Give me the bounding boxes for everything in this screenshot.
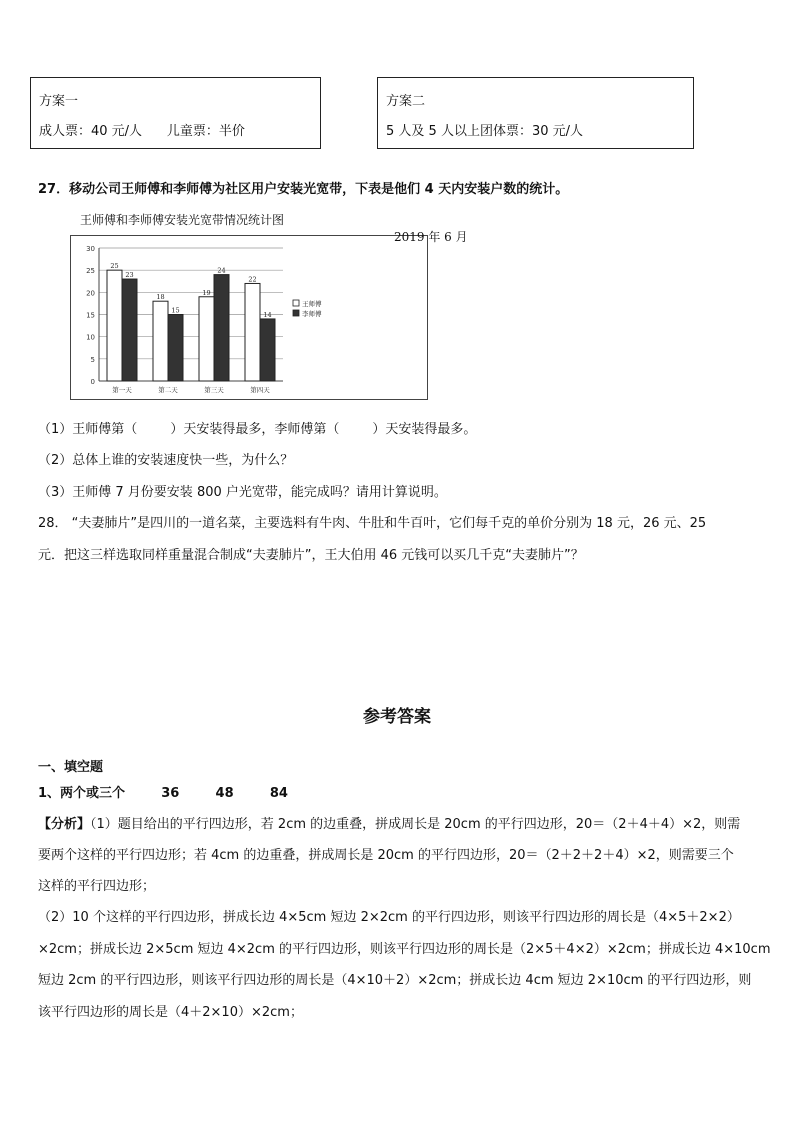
legend-label: 李师傅 — [302, 310, 322, 318]
x-tick-label: 第二天 — [158, 386, 178, 394]
analysis-label: 【分析】 — [38, 817, 91, 832]
chart-date: 2019 年 6 月 — [394, 230, 468, 244]
plan2-content: 5 人及 5 人以上团体票：30 元/人 — [386, 124, 583, 139]
analysis-p1-line3: 这样的平行四边形； — [38, 879, 156, 894]
bar-wang — [153, 301, 168, 381]
analysis-p1-line1 — [38, 813, 740, 832]
y-tick-label: 10 — [86, 333, 95, 342]
x-tick-label: 第一天 — [112, 386, 132, 394]
analysis-p1-line1-text: （1）题目给出的平行四边形，若 2cm 的边重叠，拼成周长是 20cm 的平行四边形，20＝（2＋4＋4）×2，则需 — [90, 817, 741, 832]
y-tick-label: 30 — [86, 245, 95, 253]
q27-sub1: （1）王师傅第（ ）天安装得最多，李师傅第（ ）天安装得最多。 — [38, 422, 477, 437]
q28-line1: 28． “夫妻肺片”是四川的一道名菜，主要选料有牛肉、牛肚和牛百叶，它们每千克的单价分别为 18 元，26 元、25 — [38, 516, 707, 531]
bar-wang — [199, 297, 214, 381]
bar-wang — [245, 283, 260, 381]
analysis-p2-line4: 该平行四边形的周长是（4＋2×10）×2cm； — [38, 1005, 303, 1020]
y-tick-label: 20 — [86, 289, 95, 298]
q28-line2: 元．把这三样选取同样重量混合制成“夫妻肺片”，王大伯用 46 元钱可以买几千克“夫妻肺片”？ — [38, 548, 584, 563]
q27-sub3: （3）王师傅 7 月份要安装 800 户光宽带，能完成吗？请用计算说明。 — [38, 485, 447, 500]
data-label: 19 — [202, 288, 211, 297]
plan2-box — [377, 77, 694, 149]
legend-label: 王师傅 — [302, 300, 322, 308]
analysis-p2-line3: 短边 2cm 的平行四边形，则该平行四边形的周长是（4×10＋2）×2cm；拼成长边 4cm 短边 2×10cm 的平行四边形，则 — [38, 973, 752, 988]
data-label: 23 — [125, 271, 134, 280]
y-tick-label: 5 — [90, 355, 95, 364]
answers-title: 参考答案 — [363, 707, 431, 727]
plan1-title: 方案一 — [39, 94, 79, 109]
y-tick-label: 0 — [90, 378, 95, 386]
analysis-p1-line2: 要两个这样的平行四边形；若 4cm 的边重叠，拼成周长是 20cm 的平行四边形，20＝（2＋2＋2＋4）×2，则需要三个 — [38, 848, 734, 863]
data-label: 24 — [217, 266, 226, 275]
bar-chart — [70, 205, 430, 400]
answer-1: 1、两个或三个 36 48 84 — [38, 786, 288, 801]
data-label: 18 — [156, 293, 165, 302]
data-label: 14 — [263, 310, 272, 319]
x-tick-label: 第四天 — [250, 386, 270, 394]
bar-wang — [107, 270, 122, 381]
bar-li — [168, 315, 183, 382]
legend-swatch — [293, 310, 299, 316]
q27-intro: 27．移动公司王师傅和李师傅为社区用户安装光宽带，下表是他们 4 天内安装户数的统计。 — [38, 182, 569, 197]
q27-sub2: （2）总体上谁的安装速度快一些，为什么？ — [38, 453, 294, 468]
chart-frame — [70, 235, 428, 400]
y-tick-label: 15 — [86, 311, 95, 320]
plan1-content: 成人票：40 元/人 儿童票：半价 — [39, 124, 245, 139]
data-label: 22 — [248, 275, 257, 284]
plan2-title: 方案二 — [386, 94, 426, 109]
analysis-p2-line1: （2）10 个这样的平行四边形，拼成长边 4×5cm 短边 2×2cm 的平行四边形，则该平行四边形的周长是（4×5＋2×2） — [38, 910, 740, 925]
chart-svg — [71, 236, 427, 399]
legend-swatch — [293, 300, 299, 306]
bar-li — [260, 319, 275, 381]
y-tick-label: 25 — [86, 267, 95, 276]
chart-title: 王师傅和李师傅安装光宽带情况统计图 — [80, 213, 285, 227]
data-label: 15 — [171, 306, 180, 315]
plan1-box — [30, 77, 321, 149]
bar-li — [122, 279, 137, 381]
answers-section1: 一、填空题 — [38, 760, 104, 775]
data-label: 25 — [110, 262, 119, 271]
analysis-p2-line2: ×2cm；拼成长边 2×5cm 短边 4×2cm 的平行四边形，则该平行四边形的周长是（2×5＋4×2）×2cm；拼成长边 4×10cm — [38, 942, 771, 957]
bar-li — [214, 275, 229, 381]
x-tick-label: 第三天 — [204, 386, 224, 394]
